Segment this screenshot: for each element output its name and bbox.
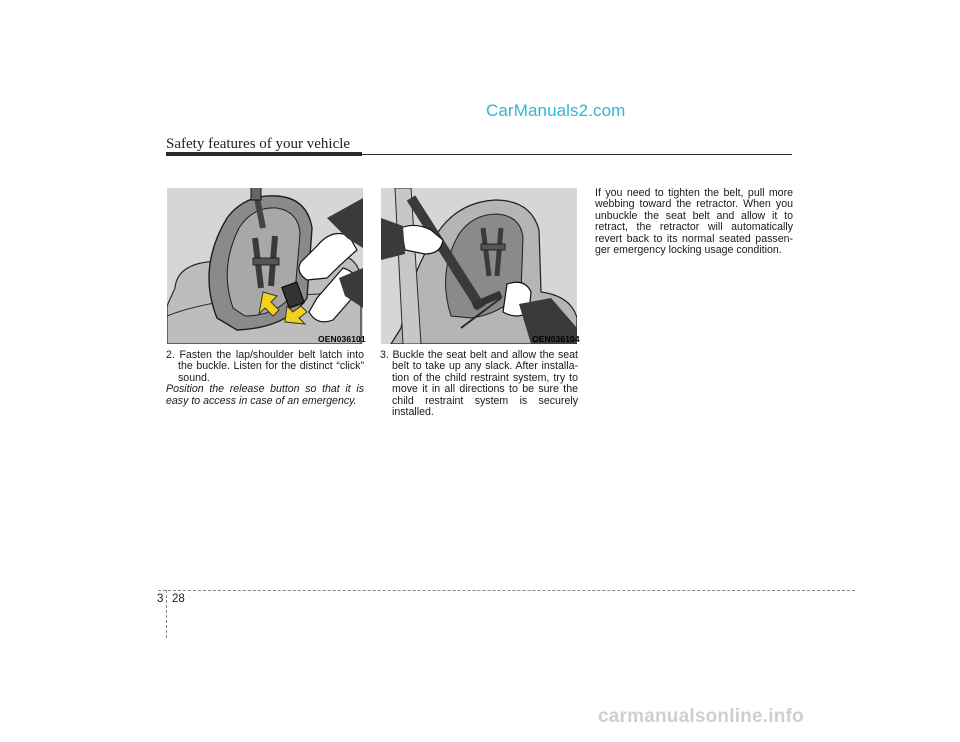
watermark-top: CarManuals2.com: [486, 101, 626, 120]
header-rule-thick: [166, 152, 362, 156]
step-3-text: 3. Buckle the seat belt and allow the seat belt to take up any slack. After installa-tion of the child restraint system, try to move it in all directions to be sure the child restraint system is securely installed.: [380, 349, 578, 419]
watermark-bottom: carmanualsonline.info: [598, 706, 804, 727]
column-1: [166, 350, 364, 407]
footer-dashed-rule: [158, 590, 855, 591]
step-2-text: 2. Fasten the lap/shoulder belt latch into the buckle. Listen for the distinct “click” sound.: [166, 349, 364, 384]
footer-vertical-rule: [166, 590, 167, 638]
tighten-belt-illustration: [381, 188, 577, 344]
header-rule-thin: [362, 154, 792, 155]
figure-code-2: OEN036104: [532, 334, 580, 344]
buckle-latch-illustration: [167, 188, 363, 344]
page-header-title: Safety features of your vehicle: [166, 136, 351, 152]
column-2: [380, 350, 578, 418]
figure-tighten-belt: [381, 188, 577, 344]
page-section-number: 3: [157, 593, 164, 605]
figure-code-1: OEN036101: [318, 334, 366, 344]
tighten-belt-paragraph: If you need to tighten the belt, pull more webbing toward the retractor. When you unbuckle the seat belt and allow it to retract, the retractor will automatically revert back to its normal seated passen-ger emergency locking usage condition.: [595, 187, 793, 257]
release-button-note: Position the release button so that it is easy to access in case of an emergency.: [166, 383, 364, 407]
figure-buckle-latch: [167, 188, 363, 344]
page-number: 28: [172, 593, 185, 605]
column-3: [595, 188, 793, 256]
